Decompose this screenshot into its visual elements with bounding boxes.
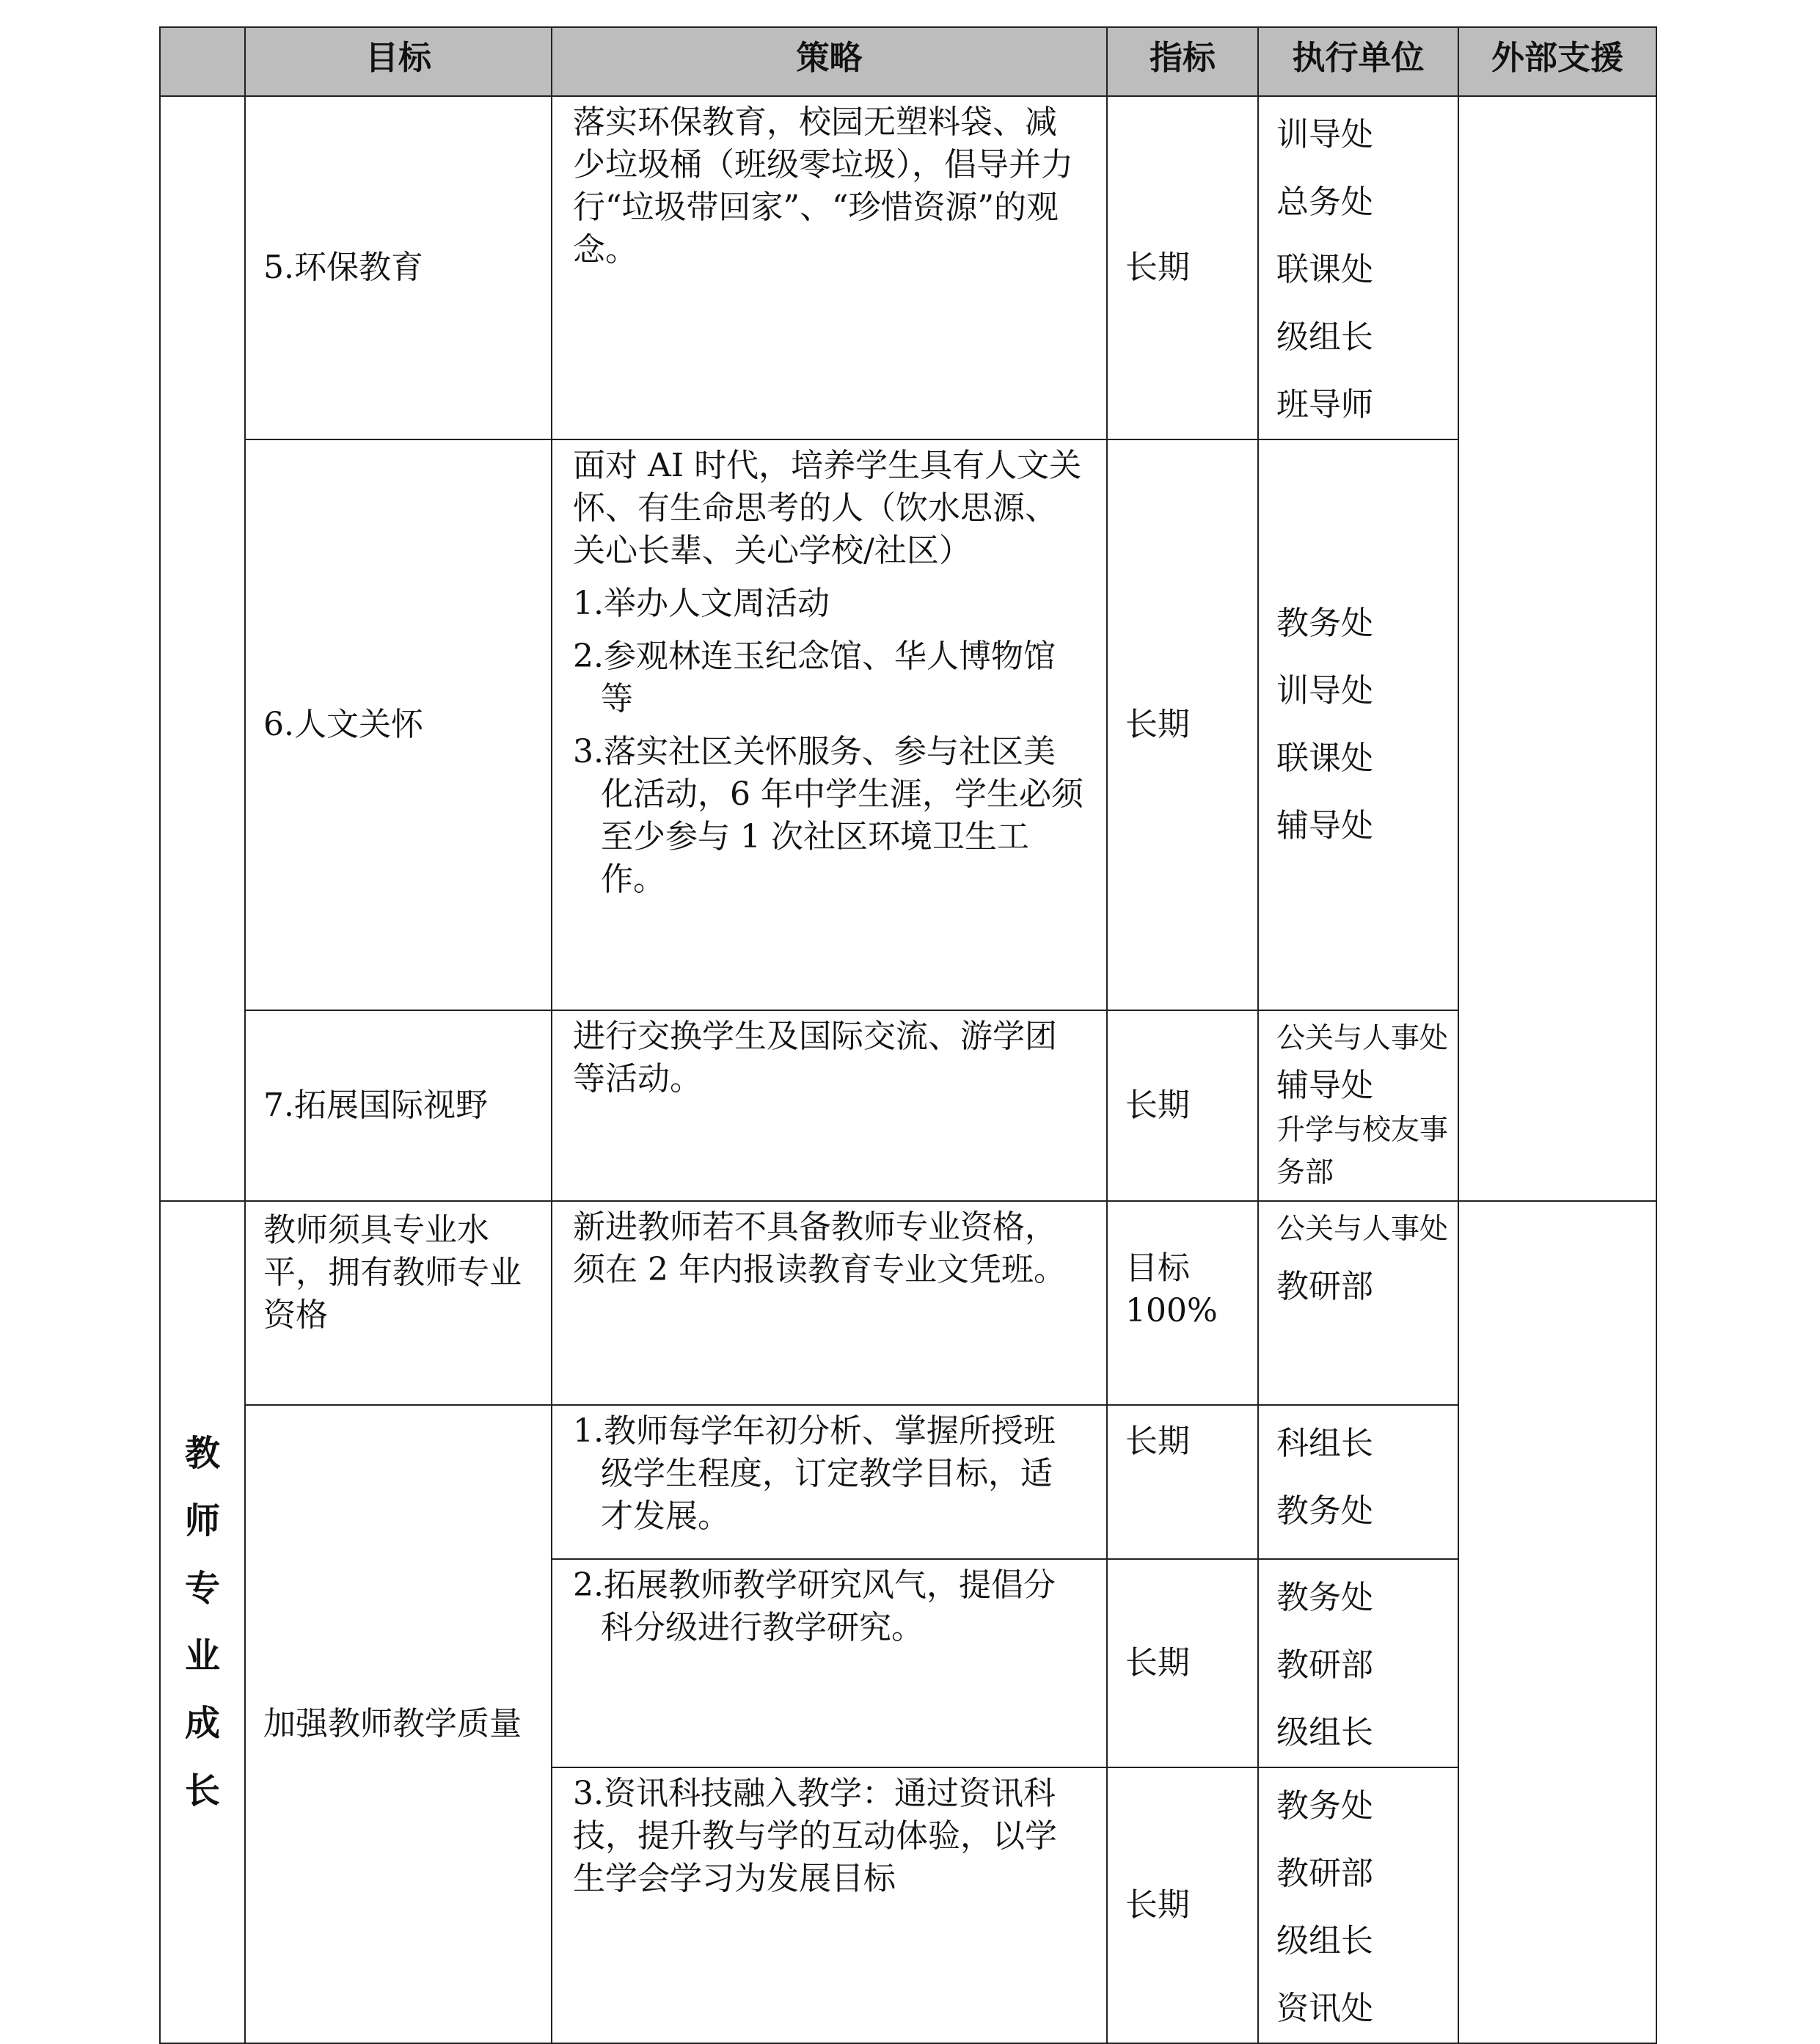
goal-cell: 教师须具专业水平，拥有教师专业资格 (245, 1201, 552, 1405)
goal-cell: 6.人文关怀 (245, 439, 552, 1010)
unit-item: 教务处 (1276, 1787, 1373, 1825)
table-row (160, 439, 1656, 1010)
unit-cell (1258, 1405, 1458, 1559)
indicator-cell: 长期 (1107, 439, 1258, 1010)
header-unit: 执行单位 (1258, 27, 1458, 96)
section-label-char: 专 (184, 1568, 220, 1609)
section-label-char: 成 (184, 1703, 220, 1744)
section-label-char: 长 (184, 1770, 220, 1811)
unit-item: 教务处 (1276, 1579, 1373, 1616)
unit-item: 训导处 (1276, 672, 1373, 709)
unit-item: 级组长 (1276, 318, 1373, 356)
header-blank (160, 27, 245, 96)
unit-item: 教研部 (1276, 1855, 1373, 1892)
strategy-cell (552, 96, 1107, 439)
indicator-cell: 长期 (1107, 1010, 1258, 1201)
unit-item: 教研部 (1276, 1268, 1373, 1305)
header-row (160, 27, 1656, 96)
unit-item: 教研部 (1276, 1646, 1373, 1684)
strategy-cell (552, 1405, 1107, 1559)
unit-item: 总务处 (1276, 183, 1373, 221)
table-row (160, 1201, 1656, 1405)
unit-item: 教务处 (1276, 1492, 1373, 1530)
goal-cell: 加强教师教学质量 (245, 1405, 552, 2043)
section-label-text (161, 1420, 244, 1825)
unit-cell (1258, 96, 1458, 439)
unit-item: 级组长 (1276, 1714, 1373, 1751)
strategy-item: 3.落实社区关怀服务、参与社区美化活动，6 年中学生涯，学生必须至少参与 1 次社区环境卫生工作。 (573, 733, 1083, 898)
unit-item: 辅导处 (1276, 807, 1373, 844)
strategy-text: 3.资讯科技融入教学：通过资讯科技，提升教与学的互动体验，以学生学会学习为发展目标 (573, 1775, 1057, 1897)
unit-cell (1258, 1201, 1458, 1405)
strategy-item: 1.举办人文周活动 (573, 585, 830, 622)
section-label (160, 1201, 245, 2043)
unit-item: 升学与校友事务部 (1276, 1114, 1449, 1189)
section-label-char: 师 (184, 1500, 220, 1541)
unit-cell (1258, 1010, 1458, 1201)
header-strategy: 策略 (552, 27, 1107, 96)
indicator-cell: 长期 (1107, 1767, 1258, 2043)
unit-item: 教务处 (1276, 605, 1373, 642)
strategy-cell (552, 1201, 1107, 1405)
strategy-item: 1.教师每学年初分析、掌握所授班级学生程度，订定教学目标，适才发展。 (573, 1412, 1056, 1535)
indicator-cell (1107, 1201, 1258, 1405)
section-label-char: 教 (184, 1433, 220, 1474)
support-cell (1458, 96, 1656, 1201)
header-indicator: 指标 (1107, 27, 1258, 96)
table-row (160, 1405, 1656, 1559)
strategy-item: 2.拓展教师教学研究风气，提倡分科分级进行教学研究。 (573, 1566, 1056, 1646)
header-goal: 目标 (245, 27, 552, 96)
indicator-cell: 长期 (1107, 1559, 1258, 1767)
unit-item: 公关与人事处 (1276, 1213, 1449, 1246)
goal-cell: 7.拓展国际视野 (245, 1010, 552, 1201)
header-support: 外部支援 (1458, 27, 1656, 96)
strategy-cell (552, 1559, 1107, 1767)
plan-table (159, 26, 1657, 2044)
section-cell-empty (160, 96, 245, 1201)
unit-item: 级组长 (1276, 1922, 1373, 1960)
support-cell (1458, 1201, 1656, 2043)
unit-item: 公关与人事处 (1276, 1022, 1449, 1055)
unit-cell (1258, 1767, 1458, 2043)
table-row (160, 96, 1656, 439)
unit-item: 联课处 (1276, 740, 1373, 777)
unit-cell (1258, 1559, 1458, 1767)
indicator-cell: 长期 (1107, 1405, 1258, 1559)
strategy-cell (552, 1767, 1107, 2043)
unit-item: 资讯处 (1276, 1990, 1373, 2027)
strategy-text: 新进教师若不具备教师专业资格，须在 2 年内报读教育专业文凭班。 (573, 1208, 1066, 1288)
section-label-char: 业 (184, 1635, 220, 1676)
unit-item: 联课处 (1276, 251, 1373, 288)
strategy-cell (552, 439, 1107, 1010)
strategy-text: 落实环保教育，校园无塑料袋、减少垃圾桶（班级零垃圾），倡导并力行“垃圾带回家”、“珍惜资源”的观念。 (573, 103, 1073, 269)
strategy-intro: 面对 AI 时代，培养学生具有人文关怀、有生命思考的人（饮水思源、关心长辈、关心学校/社区） (573, 447, 1082, 569)
unit-item: 科组长 (1276, 1425, 1373, 1462)
strategy-text: 进行交换学生及国际交流、游学团等活动。 (573, 1018, 1057, 1098)
table-row (160, 1010, 1656, 1201)
unit-item: 班导师 (1276, 386, 1373, 423)
unit-cell (1258, 439, 1458, 1010)
unit-item: 辅导处 (1276, 1067, 1373, 1104)
strategy-cell (552, 1010, 1107, 1201)
strategy-item: 2.参观林连玉纪念馆、华人博物馆等 (573, 638, 1056, 718)
indicator-text: 目标 100% (1125, 1249, 1218, 1329)
goal-cell: 5.环保教育 (245, 96, 552, 439)
unit-item: 训导处 (1276, 116, 1373, 153)
indicator-cell: 长期 (1107, 96, 1258, 439)
